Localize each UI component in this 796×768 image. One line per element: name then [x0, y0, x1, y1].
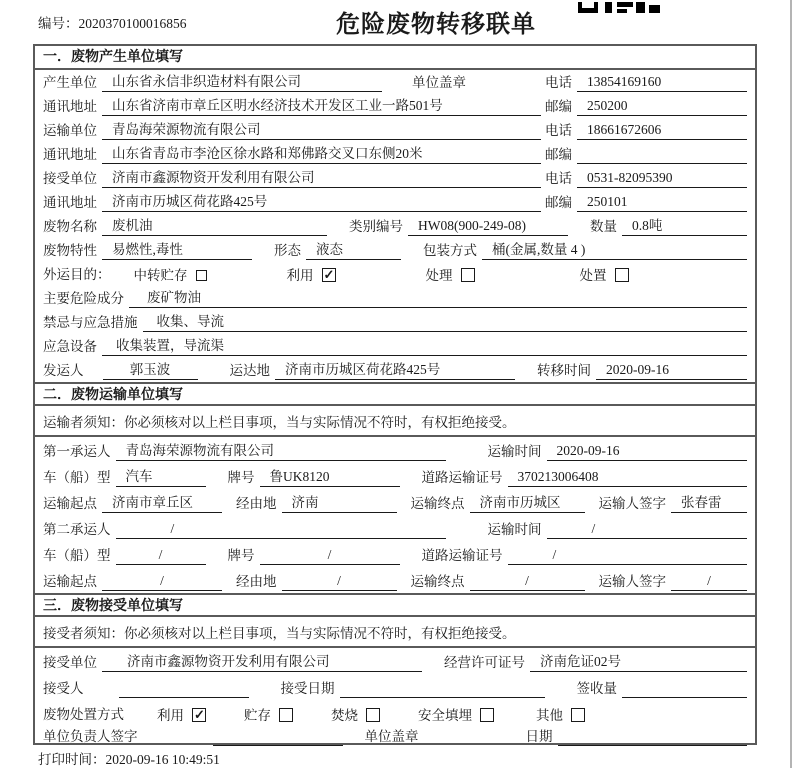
option-label: 处置: [579, 268, 607, 283]
checkbox-icon: [480, 708, 494, 722]
transporter-value: 青岛海荣源物流有限公司: [102, 121, 541, 140]
sign1-label: 运输人签字: [598, 496, 666, 511]
origin2-value: /: [102, 572, 222, 591]
option-label: 利用: [286, 268, 314, 283]
transporter-address-row: [35, 142, 755, 166]
transfer-time-label: 转移时间: [537, 363, 591, 378]
disposal-option-incinerate: [331, 704, 380, 724]
sign2-value: /: [671, 572, 747, 591]
disposal-option-other: [536, 704, 585, 724]
receiver-value: 济南市鑫源物资开发利用有限公司: [102, 169, 541, 188]
hazard-value: 废矿物油: [129, 289, 747, 308]
serial-label: 编号：: [38, 16, 79, 31]
zip-label: 邮编: [545, 99, 572, 114]
end2-label: 运输终点: [410, 574, 465, 589]
phone-value: 13854169160: [577, 73, 747, 92]
purpose-row: [35, 262, 755, 286]
received-qty-value: [622, 679, 747, 698]
purpose-label: 外运目的：: [43, 267, 111, 282]
time1-label: 运输时间: [487, 444, 542, 459]
road-cert2-label: 道路运输证号: [421, 548, 503, 563]
option-label: 处理: [425, 268, 453, 283]
origin2-label: 运输起点: [43, 574, 97, 589]
date-label: 日期: [525, 729, 553, 744]
page-edge-divider: [790, 0, 792, 768]
producer-label: 产生单位: [43, 75, 97, 90]
waste-name-row: [35, 214, 755, 238]
option-label: 焚烧: [331, 708, 358, 723]
acceptor-row: [35, 674, 755, 700]
address-value: 山东省济南市章丘区明水经济技术开发区工业一路501号: [102, 97, 541, 116]
end2-value: /: [470, 572, 585, 591]
zip-value: 250101: [577, 193, 747, 212]
time1-value: 2020-09-16: [547, 442, 748, 461]
signer-value: [213, 727, 343, 746]
via1-value: 济南: [282, 494, 397, 513]
disposal-row: [35, 700, 755, 726]
sign2-label: 运输人签字: [598, 574, 666, 589]
checkbox-icon: [571, 708, 585, 722]
waste-name-value: 废机油: [102, 217, 327, 236]
section3-header: 三．废物接受单位填写: [35, 593, 755, 617]
carrier2-label: 第二承运人: [43, 522, 111, 537]
vehicle2-label: 车（船）型: [43, 548, 111, 563]
section3-notice: 接受者须知：你必须核对以上栏目事项，当与实际情况不符时，有权拒绝接受。: [35, 617, 755, 648]
print-time-value: 2020-09-16 10:49:51: [105, 752, 220, 767]
plate2-label: 牌号: [227, 548, 255, 563]
option-label: 安全填埋: [418, 708, 472, 723]
option-label: 其他: [536, 708, 563, 723]
form-label: 形态: [274, 243, 301, 258]
phone-value: 0531-82095390: [577, 169, 747, 188]
carrier1-label: 第一承运人: [43, 444, 111, 459]
serial-value: 2020370100016856: [78, 16, 187, 31]
seal-label: 单位盖章: [412, 75, 466, 90]
producer-value: 山东省永信非织造材料有限公司: [102, 73, 382, 92]
road-cert2-value: /: [508, 546, 748, 565]
phone-label: 电话: [545, 75, 572, 90]
checkbox-icon: [461, 268, 475, 282]
zip-value: 250200: [577, 97, 747, 116]
transfer-time-value: 2020-09-16: [596, 361, 747, 380]
purpose-option-dispose: [580, 264, 629, 284]
transporter-label: 运输单位: [43, 123, 97, 138]
vehicle2-row: [35, 541, 755, 567]
quantity-value: 0.8吨: [622, 217, 747, 236]
phone-label: 电话: [545, 123, 572, 138]
carrier1-row: [35, 437, 755, 463]
option-label: 利用: [157, 708, 184, 723]
zip-value: [577, 145, 747, 164]
acceptor-value: [119, 679, 249, 698]
shipper-value: 郭玉波: [103, 361, 198, 380]
taboo-label: 禁忌与应急措施: [43, 315, 138, 330]
signer-label: 单位负责人签字: [43, 729, 138, 744]
taboo-value: 收集、导流: [143, 313, 748, 332]
category-value: HW08(900-249-08): [408, 217, 568, 236]
hazard-row: [35, 286, 755, 310]
address-value: 济南市历城区荷花路425号: [102, 193, 541, 212]
shipper-label: 发运人: [43, 363, 84, 378]
receiver-label: 接受单位: [43, 171, 97, 186]
via2-value: /: [282, 572, 397, 591]
seal-label: 单位盖章: [364, 729, 419, 744]
origin1-value: 济南市章丘区: [102, 494, 222, 513]
quantity-label: 数量: [590, 219, 617, 234]
origin1-label: 运输起点: [43, 496, 97, 511]
equipment-value: 收集装置，导流渠: [102, 337, 747, 356]
taboo-row: [35, 310, 755, 334]
waste-name-label: 废物名称: [43, 219, 97, 234]
via2-label: 经由地: [236, 574, 277, 589]
address-label: 通讯地址: [43, 99, 97, 114]
packing-label: 包装方式: [423, 243, 477, 258]
road-cert1-value: 370213006408: [508, 468, 748, 487]
print-time-line: [38, 748, 220, 768]
equipment-label: 应急设备: [43, 339, 97, 354]
section2-notice: 运输者须知：你必须核对以上栏目事项，当与实际情况不符时，有权拒绝接受。: [35, 406, 755, 437]
checkbox-icon: [196, 270, 207, 281]
signer-row: [35, 726, 755, 748]
acceptor-label: 接受人: [43, 681, 84, 696]
address-value: 山东省青岛市李沧区徐水路和郑佛路交叉口东侧20米: [102, 145, 541, 164]
shipper-row: [35, 358, 755, 382]
purpose-option-treat: [426, 264, 475, 284]
route2-row: [35, 567, 755, 593]
receiver-address-row: [35, 190, 755, 214]
license-label: 经营许可证号: [444, 655, 525, 670]
form-value: 液态: [306, 241, 401, 260]
vehicle1-value: 汽车: [116, 468, 206, 487]
received-qty-label: 签收量: [576, 681, 617, 696]
checkbox-icon: [366, 708, 380, 722]
equipment-row: [35, 334, 755, 358]
packing-value: 桶(金属,数量 4 ): [482, 241, 747, 260]
transfer-form-table: [33, 44, 757, 745]
disposal-option-landfill: [418, 704, 494, 724]
destination-label: 运达地: [229, 363, 270, 378]
vehicle1-label: 车（船）型: [43, 470, 111, 485]
carrier2-value: /: [116, 520, 446, 539]
option-label: 贮存: [244, 708, 271, 723]
property-label: 废物特性: [43, 243, 97, 258]
waste-property-row: [35, 238, 755, 262]
disposal-option-storage: [244, 704, 293, 724]
carrier1-value: 青岛海荣源物流有限公司: [116, 442, 446, 461]
end1-value: 济南市历城区: [470, 494, 585, 513]
purpose-option-utilize: [287, 264, 336, 284]
zip-label: 邮编: [545, 195, 572, 210]
disposal-label: 废物处置方式: [43, 707, 124, 722]
route1-row: [35, 489, 755, 515]
section1-header: 一．废物产生单位填写: [35, 46, 755, 70]
accept-unit-label: 接受单位: [43, 655, 97, 670]
time2-label: 运输时间: [487, 522, 542, 537]
vehicle1-row: [35, 463, 755, 489]
category-label: 类别编号: [349, 219, 403, 234]
address-label: 通讯地址: [43, 147, 97, 162]
checkbox-checked-icon: [192, 708, 206, 722]
accept-date-value: [340, 679, 545, 698]
transporter-row: [35, 118, 755, 142]
property-value: 易燃性,毒性: [102, 241, 252, 260]
checkbox-icon: [615, 268, 629, 282]
license-value: 济南危证02号: [530, 653, 747, 672]
via1-label: 经由地: [236, 496, 277, 511]
producer-address-row: [35, 94, 755, 118]
destination-value: 济南市历城区荷花路425号: [275, 361, 515, 380]
road-cert1-label: 道路运输证号: [421, 470, 503, 485]
plate2-value: /: [260, 546, 400, 565]
producer-row: [35, 70, 755, 94]
checkbox-icon: [279, 708, 293, 722]
print-time-label: 打印时间：: [38, 752, 106, 767]
plate1-label: 牌号: [227, 470, 255, 485]
page-title: 危险废物转移联单: [336, 12, 536, 38]
receiver-row: [35, 166, 755, 190]
section2-header: 二．废物运输单位填写: [35, 382, 755, 406]
qr-code-fragment-icon: [578, 0, 662, 18]
carrier2-row: [35, 515, 755, 541]
end1-label: 运输终点: [410, 496, 465, 511]
plate1-value: 鲁UK8120: [260, 468, 400, 487]
phone-value: 18661672606: [577, 121, 747, 140]
phone-label: 电话: [545, 171, 572, 186]
option-label: 中转贮存: [133, 268, 188, 283]
vehicle2-value: /: [116, 546, 206, 565]
accept-date-label: 接受日期: [280, 681, 335, 696]
disposal-option-utilize: [157, 704, 206, 724]
accept-unit-value: 济南市鑫源物资开发利用有限公司: [102, 653, 422, 672]
sign1-value: 张春雷: [671, 494, 747, 513]
time2-value: /: [547, 520, 748, 539]
address-label: 通讯地址: [43, 195, 97, 210]
zip-label: 邮编: [545, 147, 572, 162]
checkbox-checked-icon: [322, 268, 336, 282]
hazard-label: 主要危险成分: [43, 291, 124, 306]
date-value: [558, 727, 748, 746]
accept-unit-row: [35, 648, 755, 674]
purpose-option-transfer-storage: [134, 264, 207, 284]
